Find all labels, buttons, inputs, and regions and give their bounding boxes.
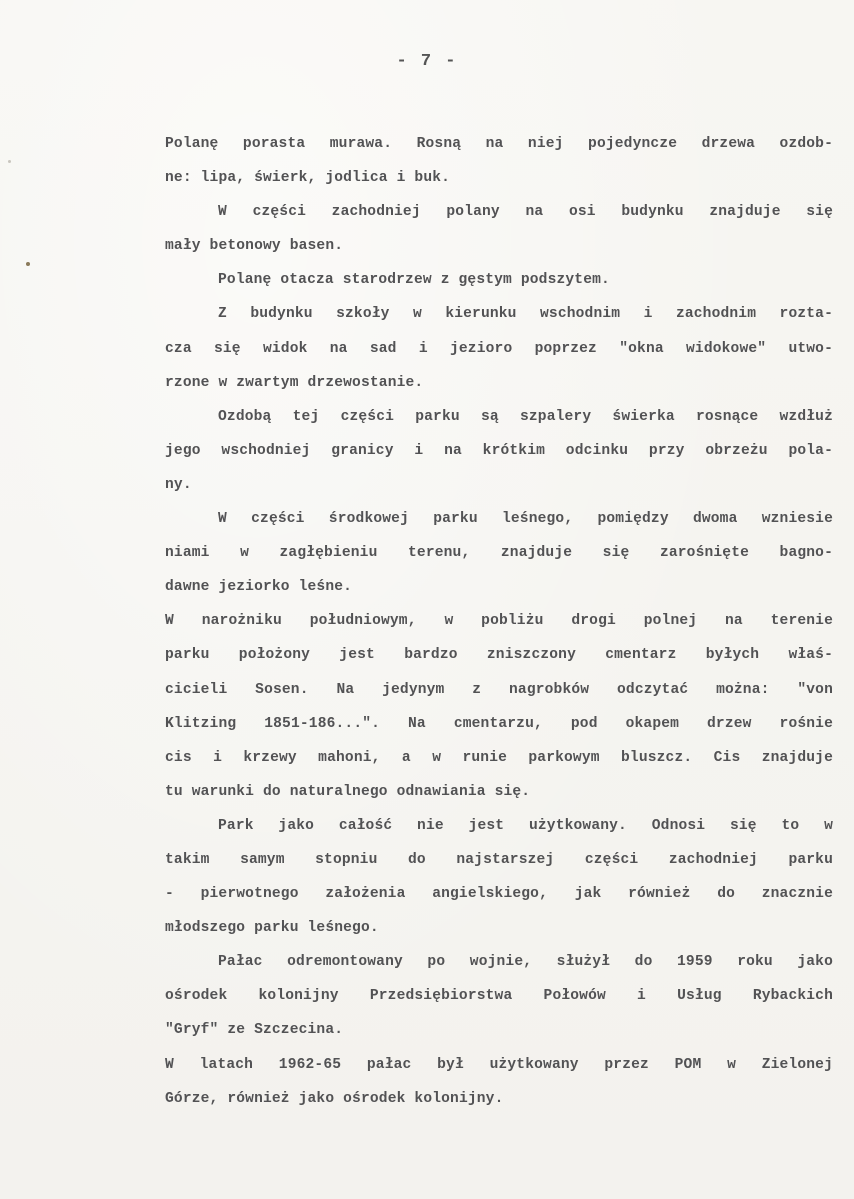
- text-line: - pierwotnego założenia angielskiego, jak również do znacznie: [165, 886, 833, 903]
- text-line: cza się widok na sad i jezioro poprzez "okna widokowe" utwo-: [165, 340, 833, 357]
- text-line: dawne jeziorko leśne.: [165, 579, 353, 596]
- text-line: cis i krzewy mahoni, a w runie parkowym bluszcz. Cis znajduje: [165, 749, 833, 766]
- text-line: rzone w zwartym drzewostanie.: [165, 374, 424, 391]
- text-line: mały betonowy basen.: [165, 238, 344, 255]
- text-line: Ozdobą tej części parku są szpalery świerka rosnące wzdłuż: [218, 408, 833, 425]
- text-line: Polanę otacza starodrzew z gęstym podszytem.: [218, 272, 610, 289]
- text-line: cicieli Sosen. Na jedynym z nagrobków odczytać można: "von: [165, 681, 833, 698]
- text-line: W części środkowej parku leśnego, pomiędzy dwoma wzniesie: [218, 511, 833, 528]
- text-line: parku położony jest bardzo zniszczony cmentarz byłych właś-: [165, 647, 833, 664]
- text-line: Klitzing 1851-186...". Na cmentarzu, pod okapem drzew rośnie: [165, 715, 833, 732]
- text-line: "Gryf" ze Szczecina.: [165, 1022, 344, 1039]
- text-line: niami w zagłębieniu terenu, znajduje się zarośnięte bagno-: [165, 545, 833, 562]
- page-number: - 7 -: [396, 52, 458, 71]
- paper-mark: [8, 160, 11, 163]
- text-line: młodszego parku leśnego.: [165, 920, 379, 937]
- text-line: jego wschodniej granicy i na krótkim odcinku przy obrzeżu pola-: [165, 442, 833, 459]
- text-line: ny.: [165, 476, 192, 493]
- text-line: Górze, również jako ośrodek kolonijny.: [165, 1090, 504, 1107]
- text-line: W latach 1962-65 pałac był użytkowany przez POM w Zielonej: [165, 1056, 833, 1073]
- text-line: tu warunki do naturalnego odnawiania się.: [165, 783, 531, 800]
- text-line: Park jako całość nie jest użytkowany. Odnosi się to w: [218, 817, 833, 834]
- text-line: ne: lipa, świerk, jodlica i buk.: [165, 170, 451, 187]
- text-line: takim samym stopniu do najstarszej części zachodniej parku: [165, 851, 833, 868]
- text-line: Z budynku szkoły w kierunku wschodnim i zachodnim rozta-: [218, 306, 833, 323]
- text-line: Pałac odremontowany po wojnie, służył do 1959 roku jako: [218, 954, 833, 971]
- text-line: Polanę porasta murawa. Rosną na niej pojedyncze drzewa ozdob-: [165, 136, 833, 152]
- text-line: ośrodek kolonijny Przedsiębiorstwa Połowów i Usług Rybackich: [165, 988, 833, 1005]
- paper-mark: [26, 262, 30, 266]
- typed-text-body: [165, 127, 833, 1116]
- text-line: W narożniku południowym, w pobliżu drogi polnej na terenie: [165, 613, 833, 630]
- text-line: W części zachodniej polany na osi budynku znajduje się: [218, 204, 833, 221]
